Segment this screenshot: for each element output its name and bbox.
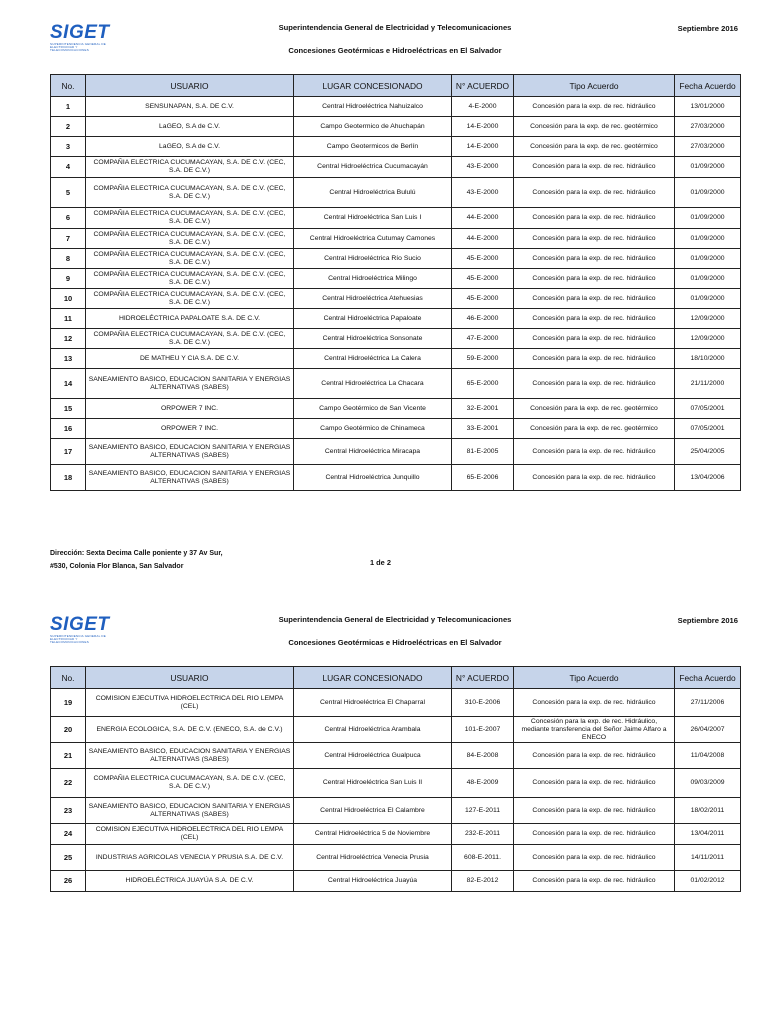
cell-usuario: ORPOWER 7 INC. <box>86 419 294 439</box>
cell-acuerdo: 608-E-2011. <box>452 845 514 871</box>
cell-no: 1 <box>51 97 86 117</box>
cell-tipo: Concesión para la exp. de rec. hidráulico <box>514 798 675 824</box>
cell-tipo: Concesión para la exp. de rec. hidráulico <box>514 309 675 329</box>
cell-lugar: Central Hidroeléctrica El Chaparral <box>294 689 452 717</box>
table-row <box>51 157 741 178</box>
cell-no: 8 <box>51 249 86 269</box>
cell-acuerdo: 33-E-2001 <box>452 419 514 439</box>
cell-fecha: 01/09/2000 <box>675 249 741 269</box>
cell-lugar: Central Hidroeléctrica 5 de Noviembre <box>294 824 452 845</box>
cell-usuario: COMPAÑIA ELECTRICA CUCUMACAYAN, S.A. DE C.V. (CEC, S.A. DE C.V.) <box>86 289 294 309</box>
cell-acuerdo: 45-E-2000 <box>452 269 514 289</box>
cell-lugar: Central Hidroeléctrica Bululú <box>294 178 452 208</box>
org-title: Superintendencia General de Electricidad y Telecomunicaciones <box>278 615 512 624</box>
footer-address-line-1: Dirección: Sexta Decima Calle poniente y 37 Av Sur, <box>50 550 223 557</box>
col-header-acuerdo: N° ACUERDO <box>452 667 514 689</box>
cell-usuario: HIDROELÉCTRICA PAPALOATE S.A. DE C.V. <box>86 309 294 329</box>
cell-usuario: COMPAÑIA ELECTRICA CUCUMACAYAN, S.A. DE C.V. (CEC, S.A. DE C.V.) <box>86 269 294 289</box>
cell-tipo: Concesión para la exp. de rec. hidráulico <box>514 845 675 871</box>
cell-no: 16 <box>51 419 86 439</box>
cell-tipo: Concesión para la exp. de rec. hidráulico <box>514 289 675 309</box>
cell-fecha: 01/02/2012 <box>675 871 741 892</box>
table-body-page-1 <box>51 97 741 491</box>
cell-no: 25 <box>51 845 86 871</box>
col-header-no: No. <box>51 75 86 97</box>
cell-fecha: 07/05/2001 <box>675 399 741 419</box>
cell-no: 7 <box>51 229 86 249</box>
cell-lugar: Central Hidroeléctrica Atehuesias <box>294 289 452 309</box>
table-row <box>51 269 741 289</box>
cell-acuerdo: 45-E-2000 <box>452 289 514 309</box>
cell-fecha: 25/04/2005 <box>675 439 741 465</box>
logo-subtext: SUPERINTENDENCIA GENERAL DE ELECTRICIDAD Y TELECOMUNICACIONES <box>50 634 106 644</box>
cell-fecha: 27/03/2000 <box>675 137 741 157</box>
cell-no: 3 <box>51 137 86 157</box>
org-title: Superintendencia General de Electricidad y Telecomunicaciones <box>278 23 512 32</box>
cell-tipo: Concesión para la exp. de rec. hidráulico <box>514 769 675 798</box>
cell-tipo: Concesión para la exp. de rec. hidráulico <box>514 269 675 289</box>
page-number: 1 de 2 <box>370 558 391 567</box>
table-row <box>51 798 741 824</box>
cell-no: 6 <box>51 208 86 229</box>
cell-usuario: SANEAMIENTO BASICO, EDUCACION SANITARIA Y ENERGIAS ALTERNATIVAS (SABES) <box>86 798 294 824</box>
cell-acuerdo: 81-E-2005 <box>452 439 514 465</box>
table-row <box>51 117 741 137</box>
col-header-usuario: USUARIO <box>86 75 294 97</box>
cell-usuario: COMPAÑIA ELECTRICA CUCUMACAYAN, S.A. DE C.V. (CEC, S.A. DE C.V.) <box>86 249 294 269</box>
cell-tipo: Concesión para la exp. de rec. geotérmico <box>514 117 675 137</box>
table-row <box>51 845 741 871</box>
col-header-tipo: Tipo Acuerdo <box>514 75 675 97</box>
concessions-table-page-1 <box>50 74 741 491</box>
cell-acuerdo: 32-E-2001 <box>452 399 514 419</box>
cell-acuerdo: 44-E-2000 <box>452 208 514 229</box>
cell-acuerdo: 46-E-2000 <box>452 309 514 329</box>
cell-fecha: 01/09/2000 <box>675 178 741 208</box>
siget-logo: SIGET SUPERINTENDENCIA GENERAL DE ELECTRICIDAD Y TELECOMUNICACIONES <box>50 24 112 46</box>
table-row <box>51 97 741 117</box>
cell-no: 21 <box>51 743 86 769</box>
cell-no: 14 <box>51 369 86 399</box>
cell-lugar: Central Hidroeléctrica Venecia Prusia <box>294 845 452 871</box>
cell-usuario: COMPAÑIA ELECTRICA CUCUMACAYAN, S.A. DE C.V. (CEC, S.A. DE C.V.) <box>86 208 294 229</box>
cell-lugar: Central Hidroeléctrica Río Sucio <box>294 249 452 269</box>
table-row <box>51 178 741 208</box>
cell-tipo: Concesión para la exp. de rec. hidráulico <box>514 743 675 769</box>
cell-no: 19 <box>51 689 86 717</box>
concessions-table-page-2 <box>50 666 741 892</box>
cell-fecha: 01/09/2000 <box>675 229 741 249</box>
cell-fecha: 01/09/2000 <box>675 269 741 289</box>
cell-fecha: 13/04/2006 <box>675 465 741 491</box>
doc-title: Concesiones Geotérmicas e Hidroeléctricas en El Salvador <box>288 46 502 55</box>
logo-subtext: SUPERINTENDENCIA GENERAL DE ELECTRICIDAD Y TELECOMUNICACIONES <box>50 42 106 52</box>
cell-tipo: Concesión para la exp. de rec. geotérmico <box>514 137 675 157</box>
cell-fecha: 21/11/2000 <box>675 369 741 399</box>
col-header-usuario: USUARIO <box>86 667 294 689</box>
cell-no: 24 <box>51 824 86 845</box>
cell-acuerdo: 47-E-2000 <box>452 329 514 349</box>
cell-tipo: Concesión para la exp. de rec. hidráulico <box>514 369 675 399</box>
cell-usuario: INDUSTRIAS AGRICOLAS VENECIA Y PRUSIA S.A. DE C.V. <box>86 845 294 871</box>
col-header-acuerdo: N° ACUERDO <box>452 75 514 97</box>
table-row <box>51 208 741 229</box>
cell-lugar: Central Hidroeléctrica Milingo <box>294 269 452 289</box>
cell-fecha: 11/04/2008 <box>675 743 741 769</box>
table-row <box>51 399 741 419</box>
cell-usuario: DE MATHEU Y CIA S.A. DE C.V. <box>86 349 294 369</box>
cell-acuerdo: 127-E-2011 <box>452 798 514 824</box>
cell-no: 18 <box>51 465 86 491</box>
cell-tipo: Concesión para la exp. de rec. hidráulico <box>514 97 675 117</box>
table-row <box>51 369 741 399</box>
cell-no: 11 <box>51 309 86 329</box>
cell-no: 2 <box>51 117 86 137</box>
cell-acuerdo: 48-E-2009 <box>452 769 514 798</box>
header-date: Septiembre 2016 <box>677 24 738 33</box>
table-row <box>51 871 741 892</box>
cell-usuario: SENSUNAPAN, S.A. DE C.V. <box>86 97 294 117</box>
cell-acuerdo: 101-E-2007 <box>452 717 514 743</box>
cell-usuario: LaGEO, S.A de C.V. <box>86 137 294 157</box>
cell-lugar: Central Hidroeléctrica Papaloate <box>294 309 452 329</box>
col-header-no: No. <box>51 667 86 689</box>
cell-fecha: 18/02/2011 <box>675 798 741 824</box>
cell-acuerdo: 14-E-2000 <box>452 137 514 157</box>
cell-fecha: 18/10/2000 <box>675 349 741 369</box>
doc-title: Concesiones Geotérmicas e Hidroeléctricas en El Salvador <box>288 638 502 647</box>
cell-tipo: Concesión para la exp. de rec. hidráulico <box>514 465 675 491</box>
cell-lugar: Central Hidroeléctrica Nahuizalco <box>294 97 452 117</box>
cell-usuario: COMPAÑIA ELECTRICA CUCUMACAYAN, S.A. DE C.V. (CEC, S.A. DE C.V.) <box>86 229 294 249</box>
cell-fecha: 27/03/2000 <box>675 117 741 137</box>
cell-lugar: Campo Geotérmico de Chinameca <box>294 419 452 439</box>
table-row <box>51 439 741 465</box>
cell-fecha: 13/04/2011 <box>675 824 741 845</box>
cell-tipo: Concesión para la exp. de rec. hidráulico <box>514 157 675 178</box>
col-header-lugar: LUGAR CONCESIONADO <box>294 75 452 97</box>
cell-lugar: Central Hidroeléctrica Cucumacayán <box>294 157 452 178</box>
cell-lugar: Central Hidroeléctrica Gualpuca <box>294 743 452 769</box>
header-date: Septiembre 2016 <box>677 616 738 625</box>
cell-tipo: Concesión para la exp. de rec. hidráulico <box>514 824 675 845</box>
cell-lugar: Central Hidroeléctrica La Calera <box>294 349 452 369</box>
table-row <box>51 824 741 845</box>
cell-acuerdo: 82-E-2012 <box>452 871 514 892</box>
cell-fecha: 01/09/2000 <box>675 289 741 309</box>
cell-fecha: 13/01/2000 <box>675 97 741 117</box>
cell-acuerdo: 4-E-2000 <box>452 97 514 117</box>
cell-lugar: Central Hidroeléctrica Sonsonate <box>294 329 452 349</box>
table-row <box>51 419 741 439</box>
cell-usuario: LaGEO, S.A de C.V. <box>86 117 294 137</box>
table-row <box>51 229 741 249</box>
table-row <box>51 717 741 743</box>
cell-lugar: Campo Geotermicos de Berlín <box>294 137 452 157</box>
cell-usuario: SANEAMIENTO BASICO, EDUCACION SANITARIA Y ENERGIAS ALTERNATIVAS (SABES) <box>86 743 294 769</box>
cell-tipo: Concesión para la exp. de rec. hidráulico <box>514 439 675 465</box>
cell-no: 15 <box>51 399 86 419</box>
cell-tipo: Concesión para la exp. de rec. geotérmico <box>514 399 675 419</box>
cell-no: 4 <box>51 157 86 178</box>
cell-usuario: COMPAÑIA ELECTRICA CUCUMACAYAN, S.A. DE C.V. (CEC, S.A. DE C.V.) <box>86 329 294 349</box>
cell-acuerdo: 43-E-2000 <box>452 157 514 178</box>
cell-lugar: Campo Geotermico de Ahuchapán <box>294 117 452 137</box>
cell-tipo: Concesión para la exp. de rec. hidráulico <box>514 208 675 229</box>
table-row <box>51 137 741 157</box>
cell-lugar: Central Hidroeléctrica La Chacara <box>294 369 452 399</box>
cell-usuario: ORPOWER 7 INC. <box>86 399 294 419</box>
cell-tipo: Concesión para la exp. de rec. hidráulico <box>514 349 675 369</box>
table-body-page-2 <box>51 689 741 892</box>
cell-no: 10 <box>51 289 86 309</box>
cell-fecha: 26/04/2007 <box>675 717 741 743</box>
cell-tipo: Concesión para la exp. de rec. hidráulico <box>514 178 675 208</box>
cell-no: 13 <box>51 349 86 369</box>
cell-usuario: ENERGIA ECOLOGICA, S.A. DE C.V. (ENECO, S.A. de C.V.) <box>86 717 294 743</box>
cell-usuario: SANEAMIENTO BASICO, EDUCACION SANITARIA Y ENERGIAS ALTERNATIVAS (SABES) <box>86 465 294 491</box>
cell-no: 20 <box>51 717 86 743</box>
cell-tipo: Concesión para la exp. de rec. hidráulico <box>514 689 675 717</box>
cell-no: 22 <box>51 769 86 798</box>
cell-tipo: Concesión para la exp. de rec. hidráulico <box>514 329 675 349</box>
col-header-lugar: LUGAR CONCESIONADO <box>294 667 452 689</box>
siget-logo: SIGET SUPERINTENDENCIA GENERAL DE ELECTRICIDAD Y TELECOMUNICACIONES <box>50 616 112 638</box>
cell-no: 9 <box>51 269 86 289</box>
table-row <box>51 769 741 798</box>
cell-acuerdo: 43-E-2000 <box>452 178 514 208</box>
cell-tipo: Concesión para la exp. de rec. hidráulico <box>514 249 675 269</box>
cell-fecha: 07/05/2001 <box>675 419 741 439</box>
cell-usuario: SANEAMIENTO BASICO, EDUCACION SANITARIA Y ENERGIAS ALTERNATIVAS (SABES) <box>86 439 294 465</box>
col-header-fecha: Fecha Acuerdo <box>675 667 741 689</box>
cell-acuerdo: 84-E-2008 <box>452 743 514 769</box>
cell-usuario: HIDROELÉCTRICA JUAYÚA S.A. DE C.V. <box>86 871 294 892</box>
table-row <box>51 309 741 329</box>
cell-usuario: COMISION EJECUTIVA HIDROELECTRICA DEL RIO LEMPA (CEL) <box>86 689 294 717</box>
cell-usuario: COMPAÑIA ELECTRICA CUCUMACAYAN, S.A. DE C.V. (CEC, S.A. DE C.V.) <box>86 178 294 208</box>
cell-fecha: 27/11/2006 <box>675 689 741 717</box>
cell-tipo: Concesión para la exp. de rec. hidráulico <box>514 871 675 892</box>
cell-fecha: 12/09/2000 <box>675 329 741 349</box>
cell-acuerdo: 59-E-2000 <box>452 349 514 369</box>
cell-lugar: Campo Geotérmico de San Vicente <box>294 399 452 419</box>
cell-acuerdo: 45-E-2000 <box>452 249 514 269</box>
table-row <box>51 743 741 769</box>
cell-no: 17 <box>51 439 86 465</box>
cell-fecha: 12/09/2000 <box>675 309 741 329</box>
cell-no: 5 <box>51 178 86 208</box>
cell-acuerdo: 232-E-2011 <box>452 824 514 845</box>
table-row <box>51 249 741 269</box>
table-header-row <box>51 667 741 689</box>
col-header-tipo: Tipo Acuerdo <box>514 667 675 689</box>
cell-fecha: 01/09/2000 <box>675 208 741 229</box>
cell-acuerdo: 65-E-2000 <box>452 369 514 399</box>
cell-acuerdo: 310-E-2006 <box>452 689 514 717</box>
cell-usuario: COMPAÑIA ELECTRICA CUCUMACAYAN, S.A. DE C.V. (CEC, S.A. DE C.V.) <box>86 769 294 798</box>
cell-lugar: Central Hidroeléctrica Arambala <box>294 717 452 743</box>
cell-tipo: Concesión para la exp. de rec. Hidráulico, mediante transferencia del Señor Jaime Alfaro a ENECO <box>514 717 675 743</box>
cell-lugar: Central Hidroeléctrica El Calambre <box>294 798 452 824</box>
table-row <box>51 329 741 349</box>
cell-usuario: COMISION EJECUTIVA HIDROELECTRICA DEL RIO LEMPA (CEL) <box>86 824 294 845</box>
cell-lugar: Central Hidroeléctrica Junquillo <box>294 465 452 491</box>
footer-address <box>50 547 223 573</box>
cell-lugar: Central Hidroeléctrica San Luis I <box>294 208 452 229</box>
cell-lugar: Central Hidroeléctrica Cutumay Camones <box>294 229 452 249</box>
cell-acuerdo: 14-E-2000 <box>452 117 514 137</box>
cell-tipo: Concesión para la exp. de rec. geotérmico <box>514 419 675 439</box>
table-row <box>51 349 741 369</box>
cell-no: 23 <box>51 798 86 824</box>
col-header-fecha: Fecha Acuerdo <box>675 75 741 97</box>
cell-fecha: 14/11/2011 <box>675 845 741 871</box>
cell-acuerdo: 44-E-2000 <box>452 229 514 249</box>
table-row <box>51 289 741 309</box>
cell-acuerdo: 65-E-2006 <box>452 465 514 491</box>
cell-lugar: Central Hidroeléctrica San Luis II <box>294 769 452 798</box>
table-row <box>51 689 741 717</box>
cell-usuario: COMPAÑIA ELECTRICA CUCUMACAYAN, S.A. DE C.V. (CEC, S.A. DE C.V.) <box>86 157 294 178</box>
cell-lugar: Central Hidroeléctrica Juayúa <box>294 871 452 892</box>
cell-fecha: 09/03/2009 <box>675 769 741 798</box>
cell-no: 12 <box>51 329 86 349</box>
cell-no: 26 <box>51 871 86 892</box>
cell-usuario: SANEAMIENTO BASICO, EDUCACION SANITARIA Y ENERGIAS ALTERNATIVAS (SABES) <box>86 369 294 399</box>
cell-fecha: 01/09/2000 <box>675 157 741 178</box>
cell-lugar: Central Hidroeléctrica Miracapa <box>294 439 452 465</box>
table-row <box>51 465 741 491</box>
table-header-row <box>51 75 741 97</box>
footer-address-line-2: #530, Colonia Flor Blanca, San Salvador <box>50 563 184 570</box>
cell-tipo: Concesión para la exp. de rec. hidráulico <box>514 229 675 249</box>
